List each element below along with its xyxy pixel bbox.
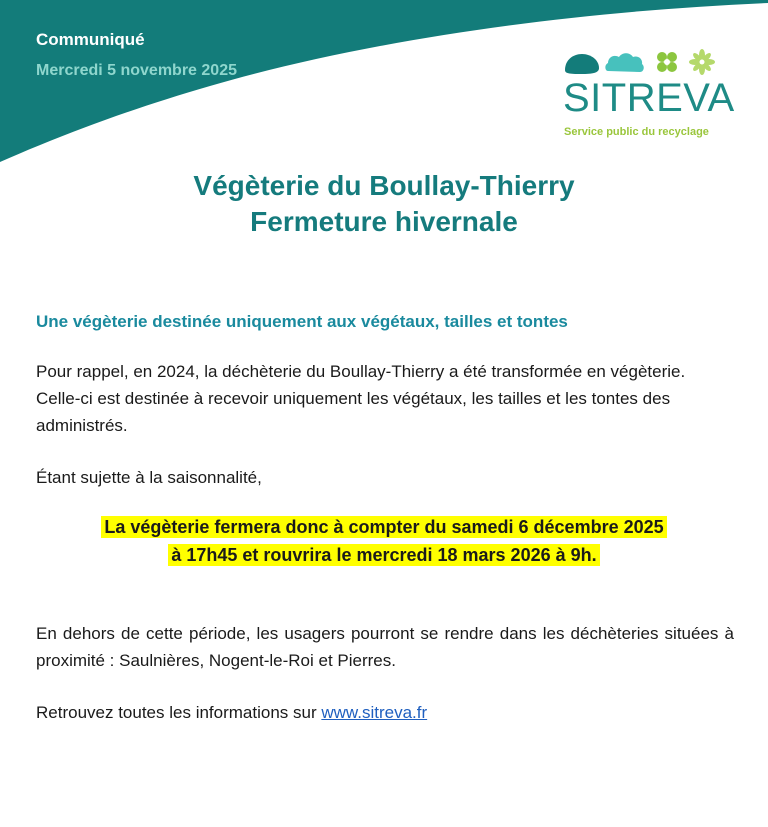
more-info-text: Retrouvez toutes les informations sur [36, 703, 322, 722]
website-link[interactable]: www.sitreva.fr [321, 703, 428, 722]
paragraph-more-info [36, 699, 734, 726]
title-line-1: Végèterie du Boullay-Thierry [193, 170, 575, 201]
section-subheading: Une végèterie destinée uniquement aux végétaux, tailles et tontes [36, 312, 568, 331]
logo-wordmark: SITREVA [563, 76, 735, 120]
release-label: Communiqué [36, 30, 145, 49]
paragraph-alternatives: En dehors de cette période, les usagers pourront se rendre dans les déchèteries situées à proximité : Saulnières, Nogent-le-Roi et Pierres. [36, 624, 734, 670]
logo-emblem-icon [563, 46, 743, 78]
closure-line-2: à 17h45 et rouvrira le mercredi 18 mars 2026 à 9h. [168, 544, 599, 566]
paragraph-reminder: Pour rappel, en 2024, la déchèterie du Boullay-Thierry a été transformée en végèterie. Celle-ci est destinée à recevoir uniquement les végétaux, les tailles et les tontes des administrés. [36, 362, 686, 435]
paragraph-seasonality: Étant sujette à la saisonnalité, [36, 468, 262, 487]
release-date: Mercredi 5 novembre 2025 [36, 62, 237, 79]
sitreva-logo [563, 46, 743, 146]
closure-line-1: La végèterie fermera donc à compter du samedi 6 décembre 2025 [101, 516, 666, 538]
closure-announcement [0, 513, 768, 569]
page-title [0, 168, 768, 240]
title-line-2: Fermeture hivernale [250, 206, 518, 237]
logo-tagline: Service public du recyclage [564, 126, 709, 138]
